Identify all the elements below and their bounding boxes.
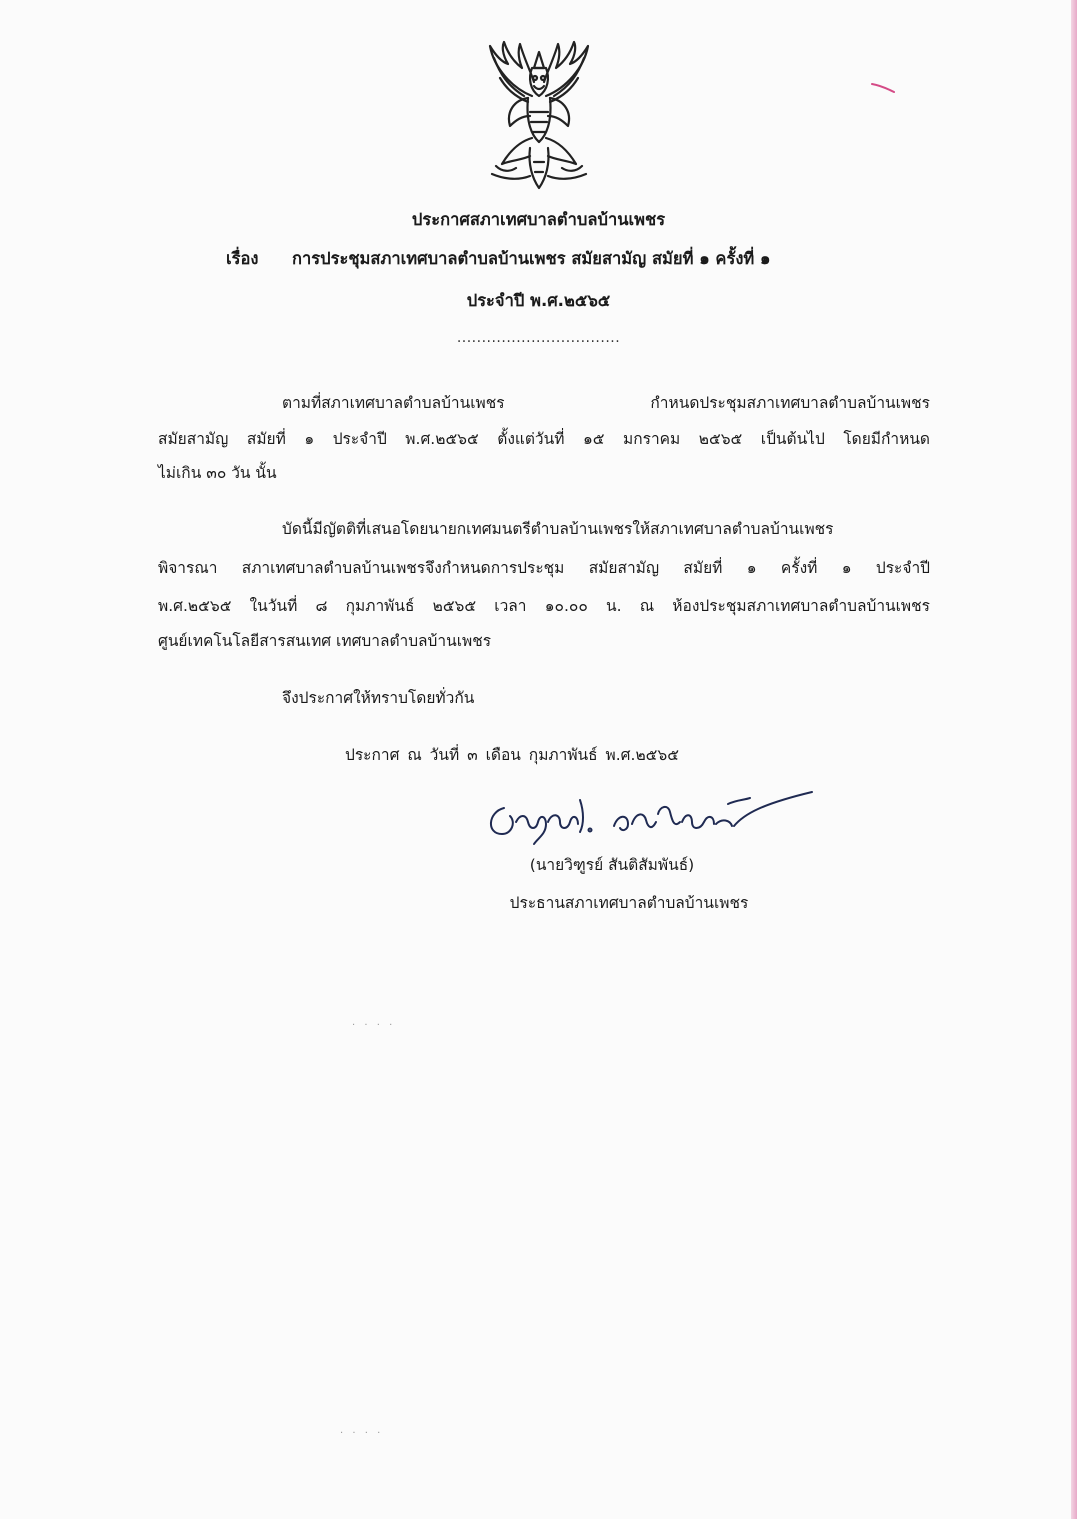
garuda-emblem-icon	[472, 38, 606, 196]
document-title: ประกาศสภาเทศบาลตำบลบ้านเพชร	[411, 210, 666, 229]
pen-mark-icon	[870, 80, 896, 94]
scan-speck: · · · ·	[352, 1020, 396, 1031]
subject-year: ประจำปี พ.ศ.๒๕๖๕	[466, 291, 611, 310]
handwritten-signature	[482, 778, 822, 848]
paragraph1-line2: สมัยสามัญ สมัยที่ ๑ ประจำปี พ.ศ.๒๕๖๕ ตั้งแต่วันที่ ๑๕ มกราคม ๒๕๖๕ เป็นต้นไป โดยมีกำหนด	[158, 430, 930, 448]
scan-speck: · · · ·	[340, 1428, 384, 1439]
paragraph1-line3: ไม่เกิน ๓๐ วัน นั้น	[158, 464, 277, 482]
separator-dots: .................................	[456, 330, 621, 346]
signer-name: (นายวิฑูรย์ สันติสัมพันธ์)	[529, 856, 695, 874]
paragraph2-line1: บัดนี้มีญัตติที่เสนอโดยนายกเทศมนตรีตำบลบ้านเพชรให้สภาเทศบาลตำบลบ้านเพชร	[282, 520, 834, 538]
closing-sentence: จึงประกาศให้ทราบโดยทั่วกัน	[282, 689, 475, 707]
subject-label: เรื่อง	[226, 249, 259, 268]
paragraph2-line4: ศูนย์เทคโนโลยีสารสนเทศ เทศบาลตำบลบ้านเพชร	[158, 632, 492, 650]
subject-text: การประชุมสภาเทศบาลตำบลบ้านเพชร สมัยสามัญ สมัยที่ ๑ ครั้งที่ ๑	[292, 249, 771, 268]
paragraph2-line2: พิจารณา สภาเทศบาลตำบลบ้านเพชรจึงกำหนดการประชุม สมัยสามัญ สมัยที่ ๑ ครั้งที่ ๑ ประจำปี	[158, 559, 930, 577]
paragraph1-line1: ตามที่สภาเทศบาลตำบลบ้านเพชร กำหนดประชุมสภาเทศบาลตำบลบ้านเพชร	[282, 394, 930, 412]
signer-position: ประธานสภาเทศบาลตำบลบ้านเพชร	[509, 894, 749, 912]
paragraph2-line3: พ.ศ.๒๕๖๕ ในวันที่ ๘ กุมภาพันธ์ ๒๕๖๕ เวลา ๑๐.๐๐ น. ณ ห้องประชุมสภาเทศบาลตำบลบ้านเพชร	[158, 597, 930, 615]
subject-line	[226, 246, 966, 272]
announcement-date: ประกาศ ณ วันที่ ๓ เดือน กุมภาพันธ์ พ.ศ.๒๕๖๕	[345, 746, 679, 764]
